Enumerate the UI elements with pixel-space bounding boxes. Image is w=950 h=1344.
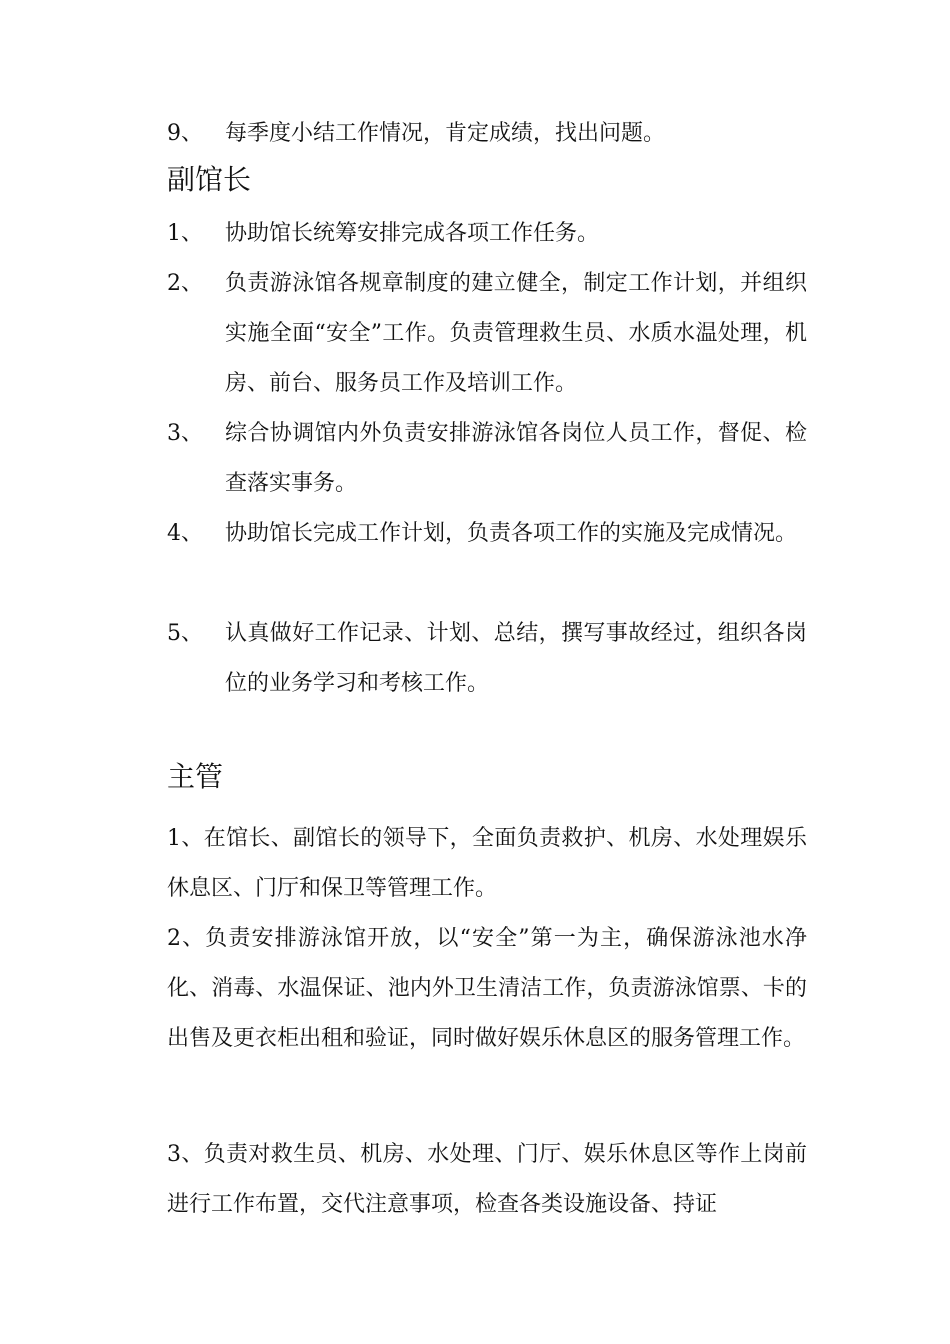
deputy-item-2 [167,259,807,409]
list-number: 1、 [167,221,203,246]
list-number: 5、 [167,621,203,646]
list-number: 4、 [167,521,203,546]
list-item-9 [167,109,807,159]
supervisor-paragraph-3: 3、负责对救生员、机房、水处理、门厅、娱乐休息区等作上岗前进行工作布置，交代注意事项，检查各类设施设备、持证 [167,1142,807,1217]
list-text: 负责游泳馆各规章制度的建立健全，制定工作计划，并组织实施全面“安全”工作。负责管理救生员、水质水温处理，机房、前台、服务员工作及培训工作。 [225,271,807,396]
supervisor-paragraph-2: 2、负责安排游泳馆开放，以“安全”第一为主，确保游泳池水净化、消毒、水温保证、池内外卫生清洁工作，负责游泳馆票、卡的出售及更衣柜出租和验证，同时做好娱乐休息区的服务管理工作。 [167,926,807,1051]
deputy-item-5 [167,609,807,709]
list-text: 协助馆长统筹安排完成各项工作任务。 [225,221,600,246]
list-text: 每季度小结工作情况，肯定成绩，找出问题。 [225,121,666,146]
deputy-item-3 [167,409,807,509]
list-text: 综合协调馆内外负责安排游泳馆各岗位人员工作，督促、检查落实事务。 [225,421,807,496]
supervisor-paragraph-1: 1、在馆长、副馆长的领导下，全面负责救护、机房、水处理娱乐休息区、门厅和保卫等管理工作。 [167,826,807,901]
deputy-item-4 [167,509,807,559]
section-title-supervisor: 主管 [167,760,224,793]
section-title-deputy-director: 副馆长 [167,163,252,196]
list-text: 协助馆长完成工作计划，负责各项工作的实施及完成情况。 [225,521,798,546]
deputy-item-1 [167,209,807,259]
list-number: 3、 [167,421,203,446]
list-text: 认真做好工作记录、计划、总结，撰写事故经过，组织各岗位的业务学习和考核工作。 [225,621,807,696]
list-number: 2、 [167,271,203,296]
list-number: 9、 [167,121,203,146]
